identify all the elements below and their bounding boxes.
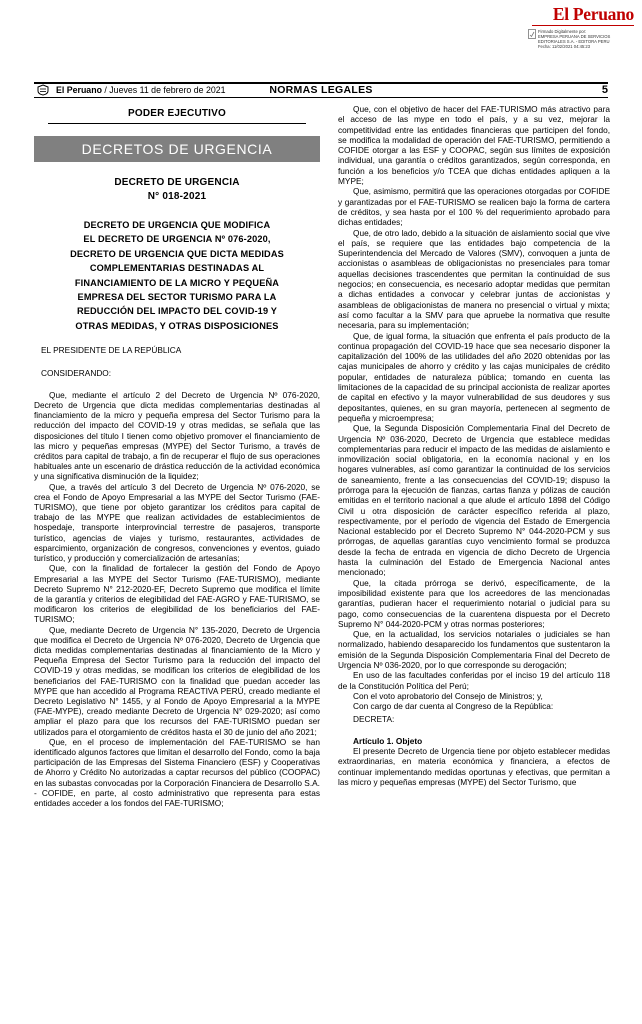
- paragraph: Que, mediante el artículo 2 del Decreto de Urgencia Nº 076-2020, Decreto de Urgencia que dicta medidas complementarias destinadas al financiamiento de la micro y pequeña empresa del Sector Turismo para la reducción del impacto del COVID-19 y otras medidas, se señala que las disposiciones del título I tienen como objetivo promover el financiamiento de las micro y pequeñas empresas (MYPE) del Sector Turismo, a través de créditos para capital de trabajo, a fin de recuperar el flujo de sus operaciones habituales ante un escenario de drástica reducción de la actividad económica y una significativa disminución de la liquidez;: [34, 389, 320, 482]
- state-emblem-icon: [36, 84, 50, 96]
- digital-signature-block: [538, 29, 638, 49]
- subtitle-line: OTRAS MEDIDAS, Y OTRAS DISPOSICIONES: [75, 320, 279, 331]
- header-rule-bottom: [34, 97, 608, 98]
- paragraph: Que, asimismo, permitirá que las operaciones otorgadas por COFIDE y garantizadas por el FAE-TURISMO se realicen bajo la forma de cartera de créditos, y sea hasta por el 100 % del requerimiento aprobado para dichas entidades;: [338, 186, 610, 228]
- considerando-label: CONSIDERANDO:: [41, 367, 112, 378]
- subtitle-line: REDUCCIÓN DEL IMPACTO DEL COVID-19 Y: [76, 306, 278, 317]
- paragraph: Con cargo de dar cuenta al Congreso de la República:: [353, 701, 554, 712]
- subtitle-line: FINANCIAMIENTO DE LA MICRO Y PEQUEÑA: [74, 277, 280, 288]
- header-paper-date: [56, 85, 226, 95]
- subtitle-line: DECRETO DE URGENCIA QUE DICTA MEDIDAS: [70, 248, 284, 259]
- digital-signature-icon: [528, 29, 536, 39]
- header-paper: El Peruano: [56, 85, 102, 95]
- decree-subtitle: [34, 218, 320, 333]
- subtitle-line: COMPLEMENTARIAS DESTINADAS AL: [89, 263, 265, 274]
- paragraph: Que, con la finalidad de fortalecer la gestión del Fondo de Apoyo Empresarial a las MYPE del Sector Turismo (FAE-TURISMO), mediante Decreto Supremo N° 212-2020-EF, Decreto Supremo que modifica el límite de la garantía y criterios de elegibilidad del FAE-AGRO y FAE-TURISMO, se modificaron los criterios de elegibilidad de los beneficiarios del FAE-TURISMO;: [34, 563, 320, 625]
- page-number: 5: [601, 84, 608, 96]
- article-text: El presente Decreto de Urgencia tiene por objeto establecer medidas extraordinarias, en materia económica y financiera, a efectos de continuar implementando medidas oportunas y efectivas, que permitan a las micro y pequeñas empresas (MYPE) del Sector Turismo, que: [338, 746, 610, 787]
- paragraph: Con el voto aprobatorio del Consejo de Ministros; y,: [353, 690, 543, 701]
- paragraph: En uso de las facultades conferidas por el inciso 19 del artículo 118 de la Constitución Política del Perú;: [338, 670, 610, 691]
- header-section: NORMAS LEGALES: [269, 84, 373, 96]
- president-label: EL PRESIDENTE DE LA REPÚBLICA: [41, 345, 182, 356]
- decree-type: DECRETO DE URGENCIA: [114, 177, 240, 188]
- paragraph: Que, en la actualidad, los servicios notariales o judiciales se han normalizado, habiendo desaparecido los fundamentos que sustentaron la emisión de la Segunda Disposición Complementaria Final del Decreto de Urgencia Nº 036-2020, por lo que corresponde su derogación;: [338, 629, 610, 671]
- decreta-label: DECRETA:: [353, 713, 395, 724]
- article-title: Artículo 1. Objeto: [353, 735, 423, 746]
- header-date: / Jueves 11 de febrero de 2021: [101, 85, 226, 95]
- paragraph: Que, en el proceso de implementación del FAE-TURISMO se han identificado algunos factores que limitan el desarrollo del Fondo, como la baja participación de las Empresas del Sistema Financiero (ESF) y Cooperativas de Ahorro y Crédito No autorizadas a captar recursos del público (COOPAC) en las subastas convocadas por la Corporación Financiera de Desarrollo S.A. - COFIDE, en parte, al costo administrativo que representa para estas entidades acceder a los fondos del FAE-TURISMO;: [34, 736, 320, 808]
- paragraph: Que, la Segunda Disposición Complementaria Final del Decreto de Urgencia Nº 036-2020, Decreto de Urgencia que establece medidas complementarias para reducir el impacto de las medidas de aislamiento e inmovilización social obligatoria, en la economía nacional y en los hogares vulnerables, así como garantizar la continuidad de los servicios de saneamiento, frente a las consecuencias del COVID-19; dispuso la prórroga para la ejecución de fianzas, cartas fianza y pólizas de caución emitidas en el territorio nacional a que alude el artículo 1898 del Código Civil u otra disposición de carácter específico referida al plazo, respectivamente, por el período de vigencia del Estado de Emergencia Nacional establecido por el Decreto Supremo N° 044-2020-PCM y sus prórrogas, de aquellas garantías cuyo vencimiento formal se produzca desde la fecha de entrada en vigencia de dicho Decreto de Urgencia hasta la culminación del Estado de Emergencia Nacional antes mencionado;: [338, 423, 610, 578]
- left-column: [34, 104, 320, 808]
- paragraph: Que, a través del artículo 3 del Decreto de Urgencia Nº 076-2020, se crea el Fondo de Apoyo Empresarial a las MYPE del Sector Turismo (FAE-TURISMO), que tiene por objeto garantizar los créditos para capital de trabajo de las MYPE que realizan actividades de establecimientos de hospedaje, transporte interprovincial terrestre de pasajeros, transporte turístico, agencias de viajes y turismo, restaurantes, actividades de esparcimiento, organización de congresos, convenciones y eventos, guiado turístico, y producción y comercialización de artesanías;: [34, 481, 320, 564]
- subtitle-line: DECRETO DE URGENCIA QUE MODIFICA: [83, 220, 271, 230]
- signature-line: Fecha: 11/02/2021 04:45:23: [538, 44, 591, 49]
- right-column: [338, 104, 610, 787]
- paragraph: Que, con el objetivo de hacer del FAE-TURISMO más atractivo para el acceso de las mype en todo el país, y a su vez, mejorar la competitividad entre las entidades financieras que participen del fondo, se modifica la modalidad de operación del FAE-TURISMO, permitiendo a COFIDE otorgar a las ESF y COOPAC, según sus límites de exposición individual, una garantía o créditos garantizados, según corresponda, en función a los beneficios y/o TCEA que dichas entidades apliquen a la MYPE;: [338, 104, 610, 187]
- paragraph: Que, la citada prórroga se derivó, específicamente, de la imposibilidad existente para que los acreedores de las mencionadas garantías, pudieran hacer el requerimiento notarial o judicial para su pago, como consecuencias de la cuarentena dispuesta por el Decreto Supremo N° 044-2020-PCM y otras normas posteriores;: [338, 577, 610, 629]
- paragraph: Que, de igual forma, la situación que enfrenta el país producto de la continua propagación del COVID-19 hace que sea necesario disponer la capitalización del 100% de las utilidades del año 2020 obtenidas por las cajas municipales de ahorro y crédito y las cajas municipales de crédito popular, entidades de naturaleza pública; tomando en cuenta las limitaciones de la capacidad de su principal accionista de realizar aportes de capital en efectivo y la mayor vulnerabilidad de sus deudores y sus depositantes, quienes, en su gran mayoría, pertenecen al segmento de pequeña y microempresa;: [338, 330, 610, 423]
- signature-line: EMPRESA PERUANA DE SERVICIOS: [538, 34, 611, 39]
- decree-number: N° 018-2021: [147, 190, 207, 202]
- branch-heading: PODER EJECUTIVO: [127, 108, 227, 119]
- subtitle-line: EMPRESA DEL SECTOR TURISMO PARA LA: [77, 292, 277, 303]
- subtitle-line: EL DECRETO DE URGENCIA Nº 076-2020,: [83, 234, 271, 245]
- section-banner: DECRETOS DE URGENCIA: [34, 136, 320, 162]
- paragraph: Que, de otro lado, debido a la situación de aislamiento social que vive el país, se requiere que las entidades bajo competencia de la Superintendencia del Mercado de Valores (SMV), convoquen a junta de accionistas o asambleas de obligacionistas no presenciales para tomar aquellas decisiones trascendentes que permitan la continuidad de sus negocios; en consecuencia, es necesario adoptar medidas que permitan a dichas entidades a convocar y celebrar juntas de accionistas y asambleas de obligacionistas de manera no presencial o virtual y mixta; así como facultar a la SMV para que apruebe la normativa que resulte necesaria, para su implementación;: [338, 227, 610, 331]
- paragraph: Que, mediante Decreto de Urgencia N° 135-2020, Decreto de Urgencia que modifica el Decreto de Urgencia Nº 076-2020, Decreto de Urgencia que dicta medidas complementarias destinadas al financiamiento de la Micro y Pequeña Empresa del Sector Turismo para la reducción del impacto del COVID-19 y otras medidas, se modifican los criterios de elegibilidad de los beneficiarios del FAE-TURISMO con la finalidad que puedan acceder las MYPE que han accedido al Programa REACTIVA PERÚ, creado mediante el Decreto Legislativo N° 1455, y al Fondo de Apoyo Empresarial a la MYPE (FAE-MYPE), creado mediante Decreto de Urgencia N° 029-2020; así como ampliar el plazo para que los recursos del FAE-TURISMO puedan ser utilizados para el otorgamiento de créditos hasta el 30 de junio del año 2021;: [34, 624, 320, 737]
- logo-rule: [532, 25, 634, 26]
- branch-rule: [48, 123, 306, 124]
- signature-line: EDITORIALES S.A. - EDITORA PERU: [538, 39, 610, 44]
- el-peruano-logo: El Peruano: [552, 4, 634, 24]
- signature-line: Firmado Digitalmente por:: [538, 29, 587, 34]
